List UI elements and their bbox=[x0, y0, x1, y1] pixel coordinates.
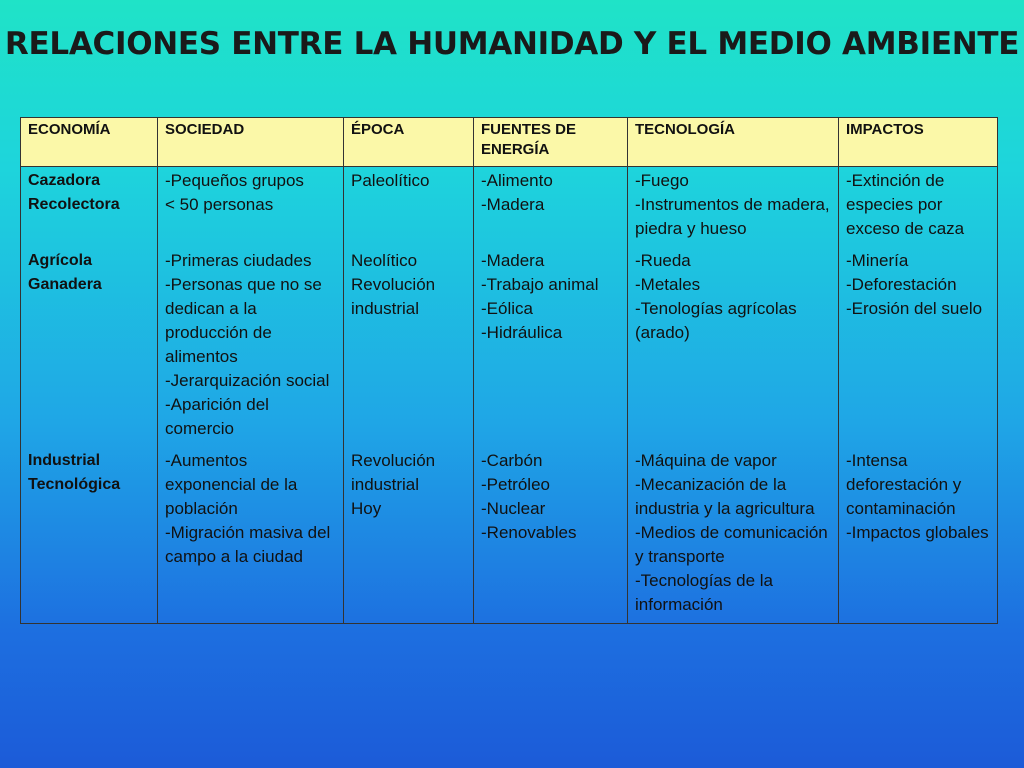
cell-tecnologia: -Rueda -Metales -Tenologías agrícolas (arado) bbox=[628, 247, 839, 447]
header-impactos: IMPACTOS bbox=[839, 118, 998, 167]
cell-tecnologia: -Máquina de vapor -Mecanización de la industria y la agricultura -Medios de comunicación y transporte -Tecnologías de la información bbox=[628, 447, 839, 624]
cell-fuentes: -Madera -Trabajo animal -Eólica -Hidráulica bbox=[474, 247, 628, 447]
table-row bbox=[21, 247, 998, 447]
relations-table bbox=[20, 117, 998, 624]
cell-sociedad: -Primeras ciudades -Personas que no se dedican a la producción de alimentos -Jerarquización social -Aparición del comercio bbox=[158, 247, 344, 447]
cell-impactos: -Intensa deforestación y contaminación -Impactos globales bbox=[839, 447, 998, 624]
cell-epoca: Neolítico Revolución industrial bbox=[344, 247, 474, 447]
cell-fuentes: -Alimento -Madera bbox=[474, 167, 628, 248]
cell-fuentes: -Carbón -Petróleo -Nuclear -Renovables bbox=[474, 447, 628, 624]
table-row bbox=[21, 447, 998, 624]
cell-epoca: Revolución industrial Hoy bbox=[344, 447, 474, 624]
slide-title: RELACIONES ENTRE LA HUMANIDAD Y EL MEDIO AMBIENTE bbox=[4, 26, 1020, 62]
cell-impactos: -Minería -Deforestación -Erosión del suelo bbox=[839, 247, 998, 447]
cell-tecnologia: -Fuego -Instrumentos de madera, piedra y hueso bbox=[628, 167, 839, 248]
header-fuentes-energia: FUENTES DE ENERGÍA bbox=[474, 118, 628, 167]
cell-economia: Agrícola Ganadera bbox=[21, 247, 158, 447]
cell-epoca: Paleolítico bbox=[344, 167, 474, 248]
cell-economia: Cazadora Recolectora bbox=[21, 167, 158, 248]
header-epoca: ÉPOCA bbox=[344, 118, 474, 167]
table-row bbox=[21, 167, 998, 248]
cell-economia: Industrial Tecnológica bbox=[21, 447, 158, 624]
cell-sociedad: -Aumentos exponencial de la población -Migración masiva del campo a la ciudad bbox=[158, 447, 344, 624]
cell-impactos: -Extinción de especies por exceso de caza bbox=[839, 167, 998, 248]
header-sociedad: SOCIEDAD bbox=[158, 118, 344, 167]
table-header-row bbox=[21, 118, 998, 167]
cell-sociedad: -Pequeños grupos < 50 personas bbox=[158, 167, 344, 248]
header-tecnologia: TECNOLOGÍA bbox=[628, 118, 839, 167]
header-economia: ECONOMÍA bbox=[21, 118, 158, 167]
